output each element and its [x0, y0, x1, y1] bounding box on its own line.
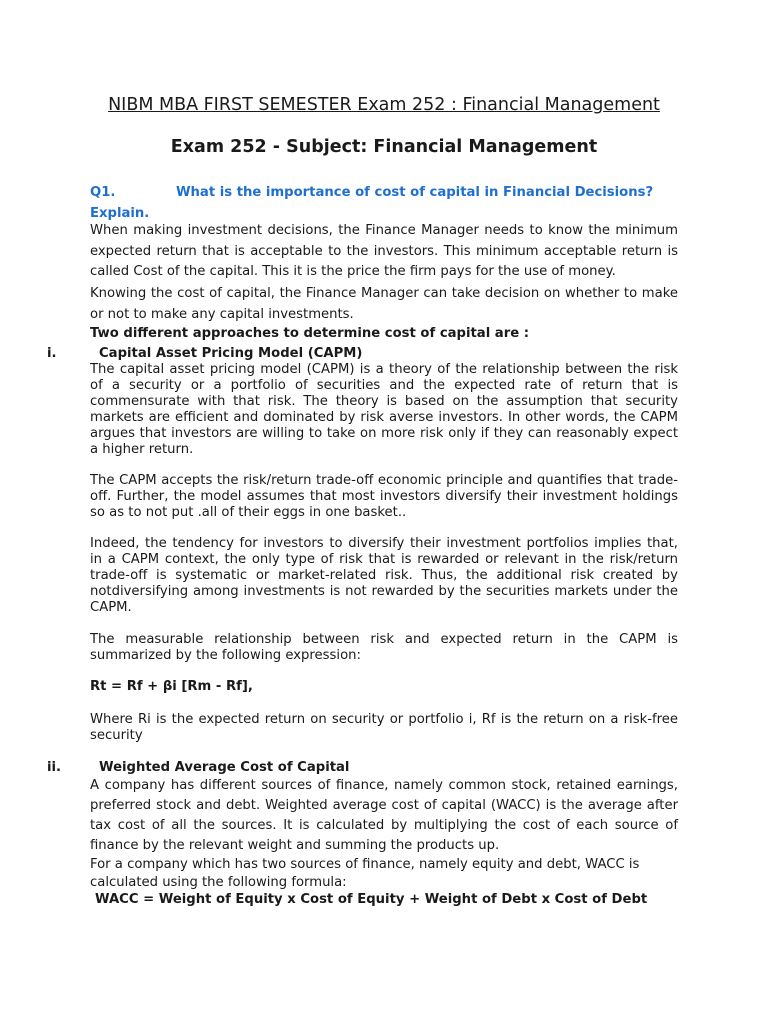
- question-number: Q1.: [90, 185, 116, 200]
- section-numeral-ii: ii.: [47, 760, 62, 775]
- section-numeral-i: i.: [47, 346, 57, 361]
- intro-paragraph-2: Knowing the cost of capital, the Finance Manager can take decision on whether to make or not to make any capital investments.: [90, 286, 678, 322]
- capm-paragraph-1: The capital asset pricing model (CAPM) is a theory of the relationship between the risk of a security or a portfolio of securities and the expected rate of return that is commensurate with that risk. The theory is based on the assumption that security markets are efficient and dominated by risk averse investors. In other words, the CAPM argues that investors are willing to take on more risk only if they can reasonably expect a higher return.: [90, 362, 678, 457]
- capm-formula: Rt = Rf + βi [Rm - Rf],: [90, 679, 253, 694]
- capm-heading: Capital Asset Pricing Model (CAPM): [99, 346, 363, 361]
- document-title: NIBM MBA FIRST SEMESTER Exam 252 : Financial Management: [108, 95, 660, 115]
- wacc-paragraph-2: For a company which has two sources of finance, namely equity and debt, WACC is calculated using the following formula:: [90, 857, 640, 890]
- capm-paragraph-4: The measurable relationship between risk and expected return in the CAPM is summarized by the following expression:: [90, 632, 678, 663]
- approaches-heading: Two different approaches to determine cost of capital are :: [90, 326, 530, 341]
- capm-paragraph-5: Where Ri is the expected return on security or portfolio i, Rf is the return on a risk-free security: [90, 712, 678, 743]
- capm-paragraph-2: The CAPM accepts the risk/return trade-off economic principle and quantifies that trade-off. Further, the model assumes that most investors diversify their investment holdings so as to not put .all of their eggs in one basket..: [90, 473, 678, 520]
- capm-paragraph-3: Indeed, the tendency for investors to diversify their investment portfolios implies that, in a CAPM context, the only type of risk that is rewarded or relevant in the risk/return trade-off is systematic or market-related risk. Thus, the additional risk created by notdiversifying among investments is not rewarded by the securities markets under the CAPM.: [90, 536, 678, 615]
- intro-paragraph-1: When making investment decisions, the Finance Manager needs to know the minimum expected return that is acceptable to the investors. This minimum acceptable return is called Cost of the capital. This it is the price the firm pays for the use of money.: [90, 223, 678, 279]
- document-subtitle: Exam 252 - Subject: Financial Management: [170, 137, 598, 157]
- question-text: What is the importance of cost of capital in Financial Decisions? Explain.: [90, 185, 654, 221]
- question-1: [90, 182, 678, 224]
- wacc-formula: WACC = Weight of Equity x Cost of Equity + Weight of Debt x Cost of Debt: [95, 892, 648, 907]
- wacc-paragraph-1: A company has different sources of finance, namely common stock, retained earnings, preferred stock and debt. Weighted average cost of capital (WACC) is the average after tax cost of all the sources. It is calculated by multiplying the cost of each source of finance by the relevant weight and summing the products up.: [90, 778, 678, 853]
- wacc-heading: Weighted Average Cost of Capital: [99, 760, 350, 775]
